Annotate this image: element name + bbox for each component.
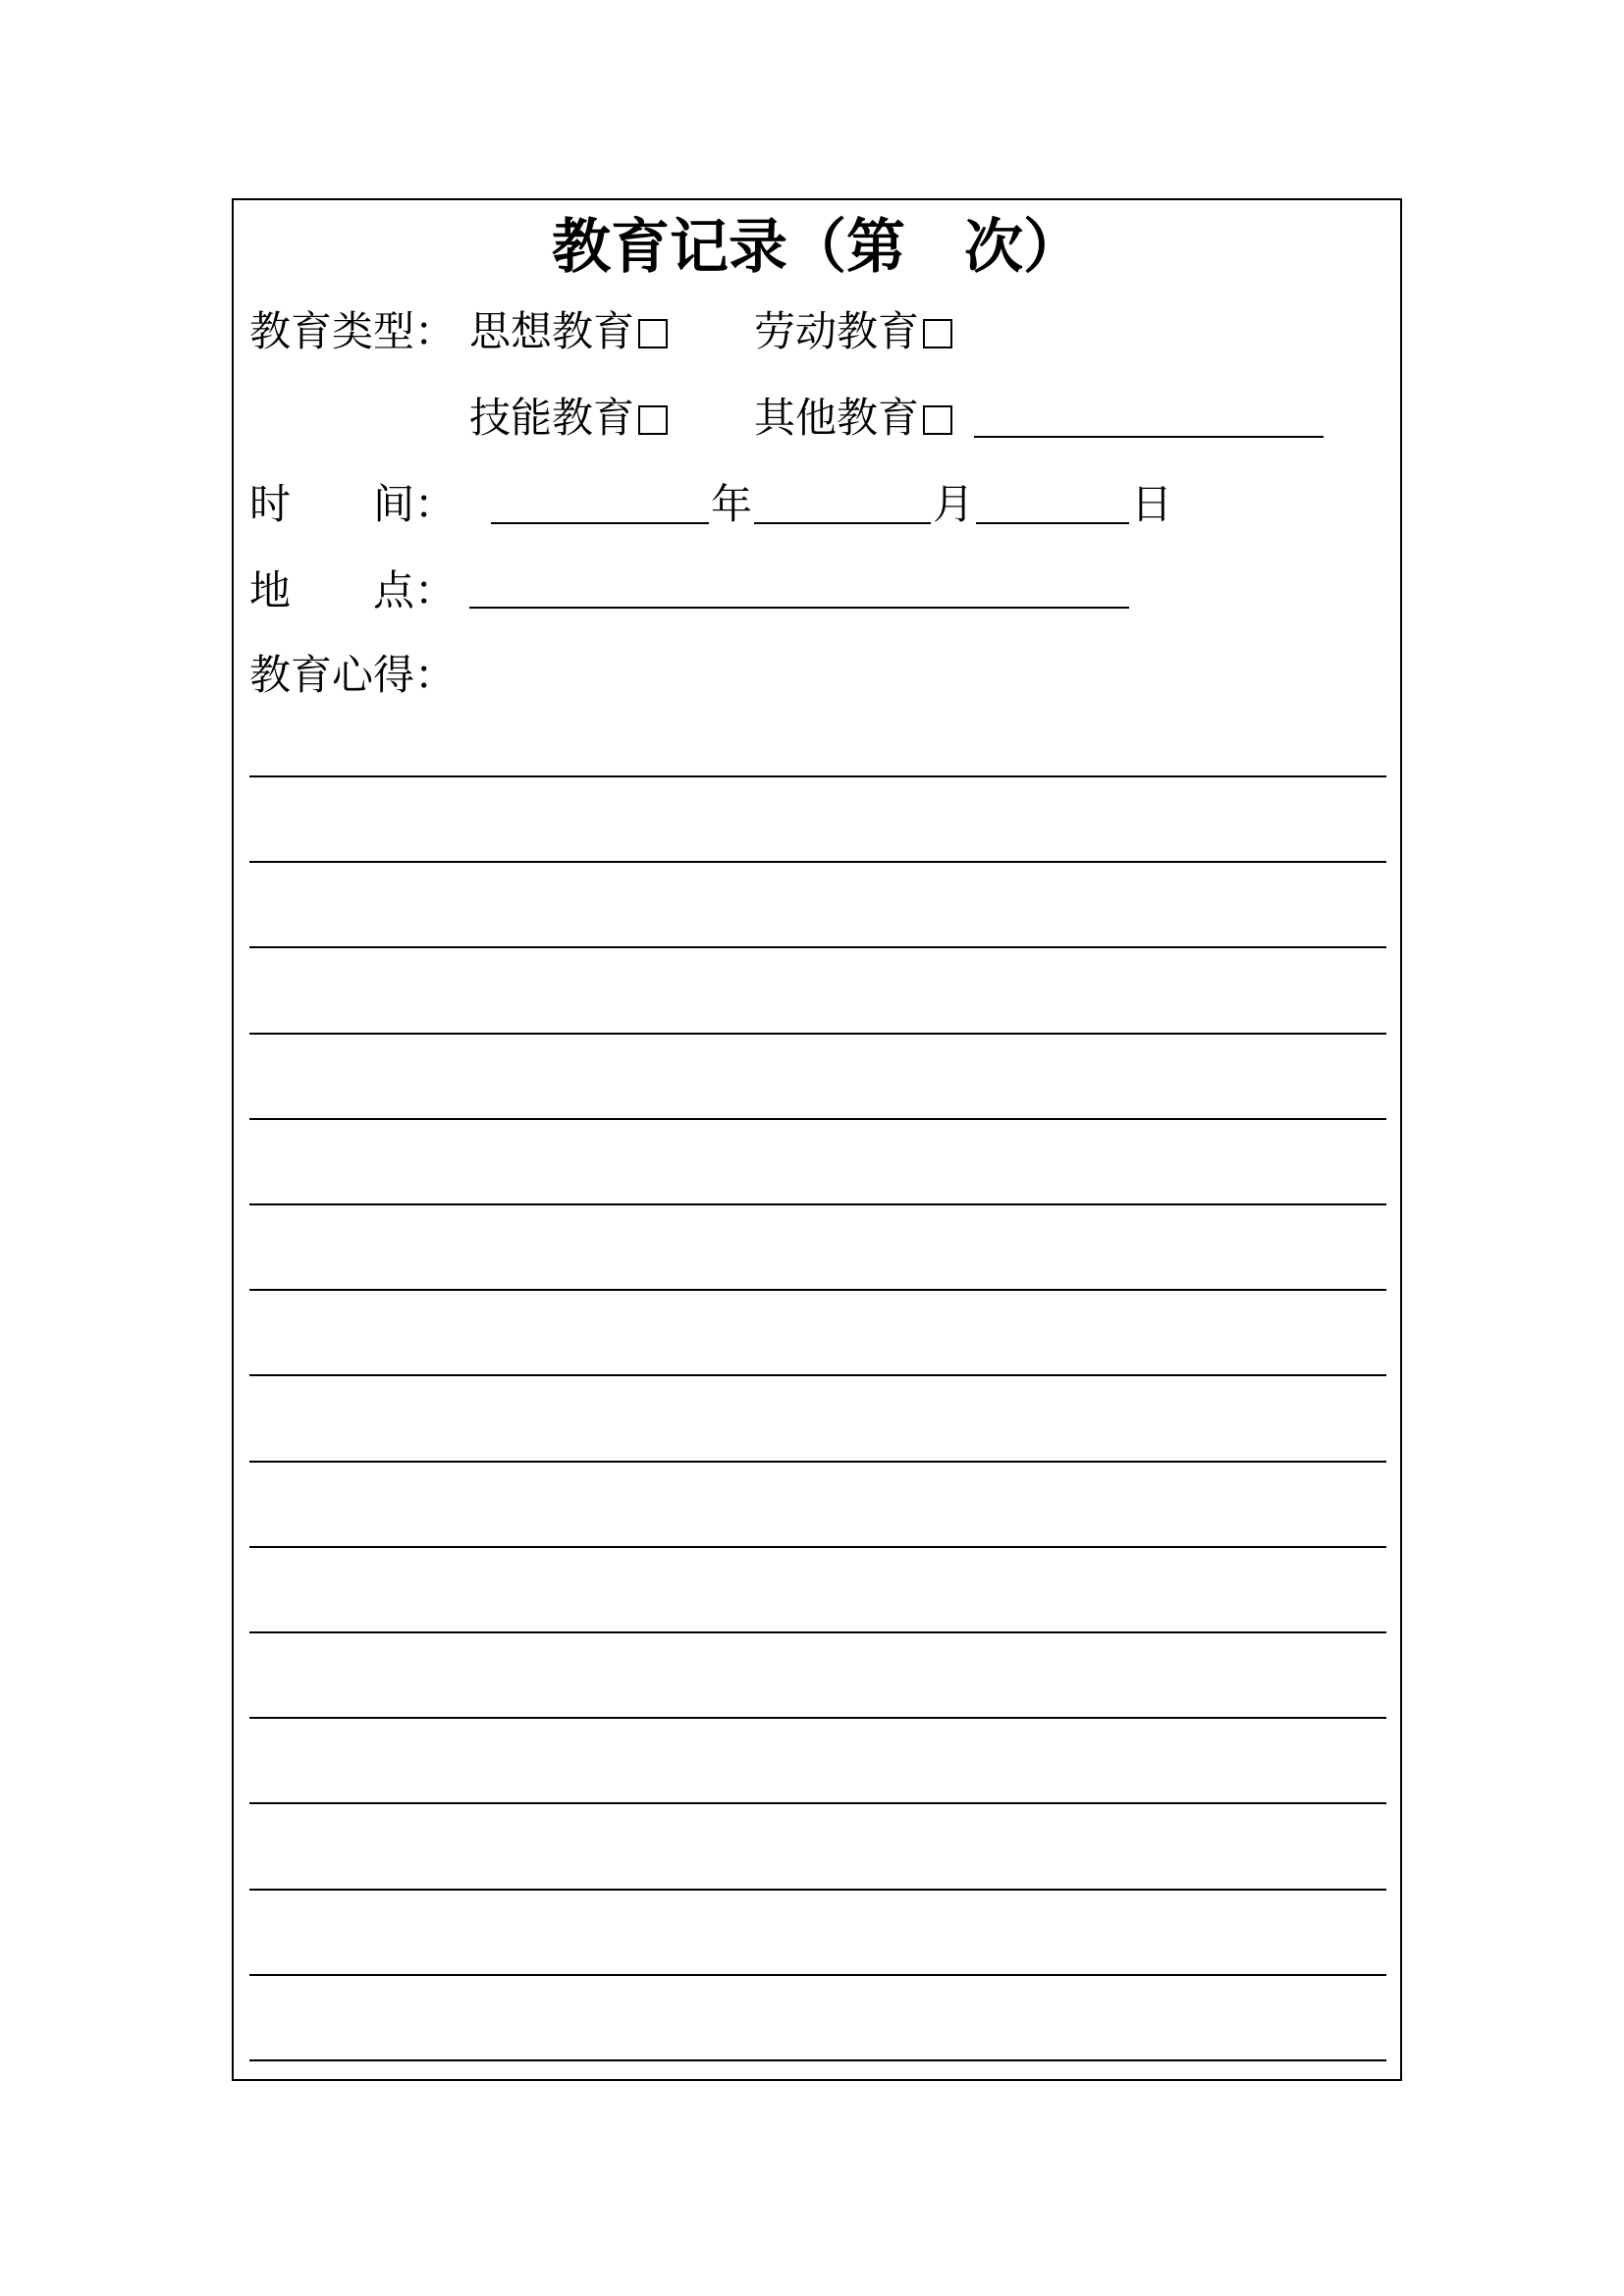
reflection-line[interactable]: [249, 946, 1386, 948]
option-ideological-education-checkbox[interactable]: [638, 319, 668, 348]
option-skill-education-label: 技能教育: [469, 394, 635, 442]
reflection-line[interactable]: [249, 1289, 1386, 1291]
option-other-education-label: 其他教育: [754, 394, 920, 442]
reflection-line[interactable]: [249, 1631, 1386, 1633]
reflection-line[interactable]: [249, 1033, 1386, 1035]
option-skill-education-checkbox[interactable]: [638, 405, 668, 435]
education-record-form: [232, 198, 1402, 2081]
reflection-line[interactable]: [249, 1203, 1386, 1205]
other-education-blank[interactable]: [974, 436, 1324, 438]
form-title: 教育记录（第 次）: [552, 213, 1082, 282]
reflection-label: 教育心得：: [249, 651, 457, 699]
time-label: 时 间：: [249, 480, 457, 528]
year-blank[interactable]: [491, 522, 709, 524]
option-skill-education[interactable]: [469, 391, 668, 446]
option-other-education-checkbox[interactable]: [923, 405, 952, 435]
option-labor-education-checkbox[interactable]: [923, 319, 952, 348]
month-label: 月: [933, 480, 975, 528]
location-label: 地 点：: [249, 566, 457, 614]
year-label: 年: [711, 480, 753, 528]
reflection-line[interactable]: [249, 861, 1386, 863]
option-ideological-education-label: 思想教育: [469, 307, 635, 355]
option-labor-education[interactable]: [754, 304, 952, 359]
reflection-line[interactable]: [249, 1974, 1386, 1976]
reflection-line[interactable]: [249, 775, 1386, 777]
day-label: 日: [1131, 480, 1173, 528]
reflection-line[interactable]: [249, 1374, 1386, 1376]
education-type-label: 教育类型：: [249, 307, 457, 355]
month-blank[interactable]: [754, 522, 931, 524]
reflection-line[interactable]: [249, 1802, 1386, 1804]
reflection-line[interactable]: [249, 1717, 1386, 1719]
option-other-education[interactable]: [754, 391, 952, 446]
reflection-line[interactable]: [249, 1118, 1386, 1120]
day-blank[interactable]: [976, 522, 1129, 524]
option-ideological-education[interactable]: [469, 304, 668, 359]
reflection-line[interactable]: [249, 1889, 1386, 1891]
reflection-line[interactable]: [249, 2059, 1386, 2061]
reflection-line[interactable]: [249, 1546, 1386, 1548]
location-blank[interactable]: [469, 607, 1129, 609]
option-labor-education-label: 劳动教育: [754, 307, 920, 355]
reflection-line[interactable]: [249, 1461, 1386, 1463]
